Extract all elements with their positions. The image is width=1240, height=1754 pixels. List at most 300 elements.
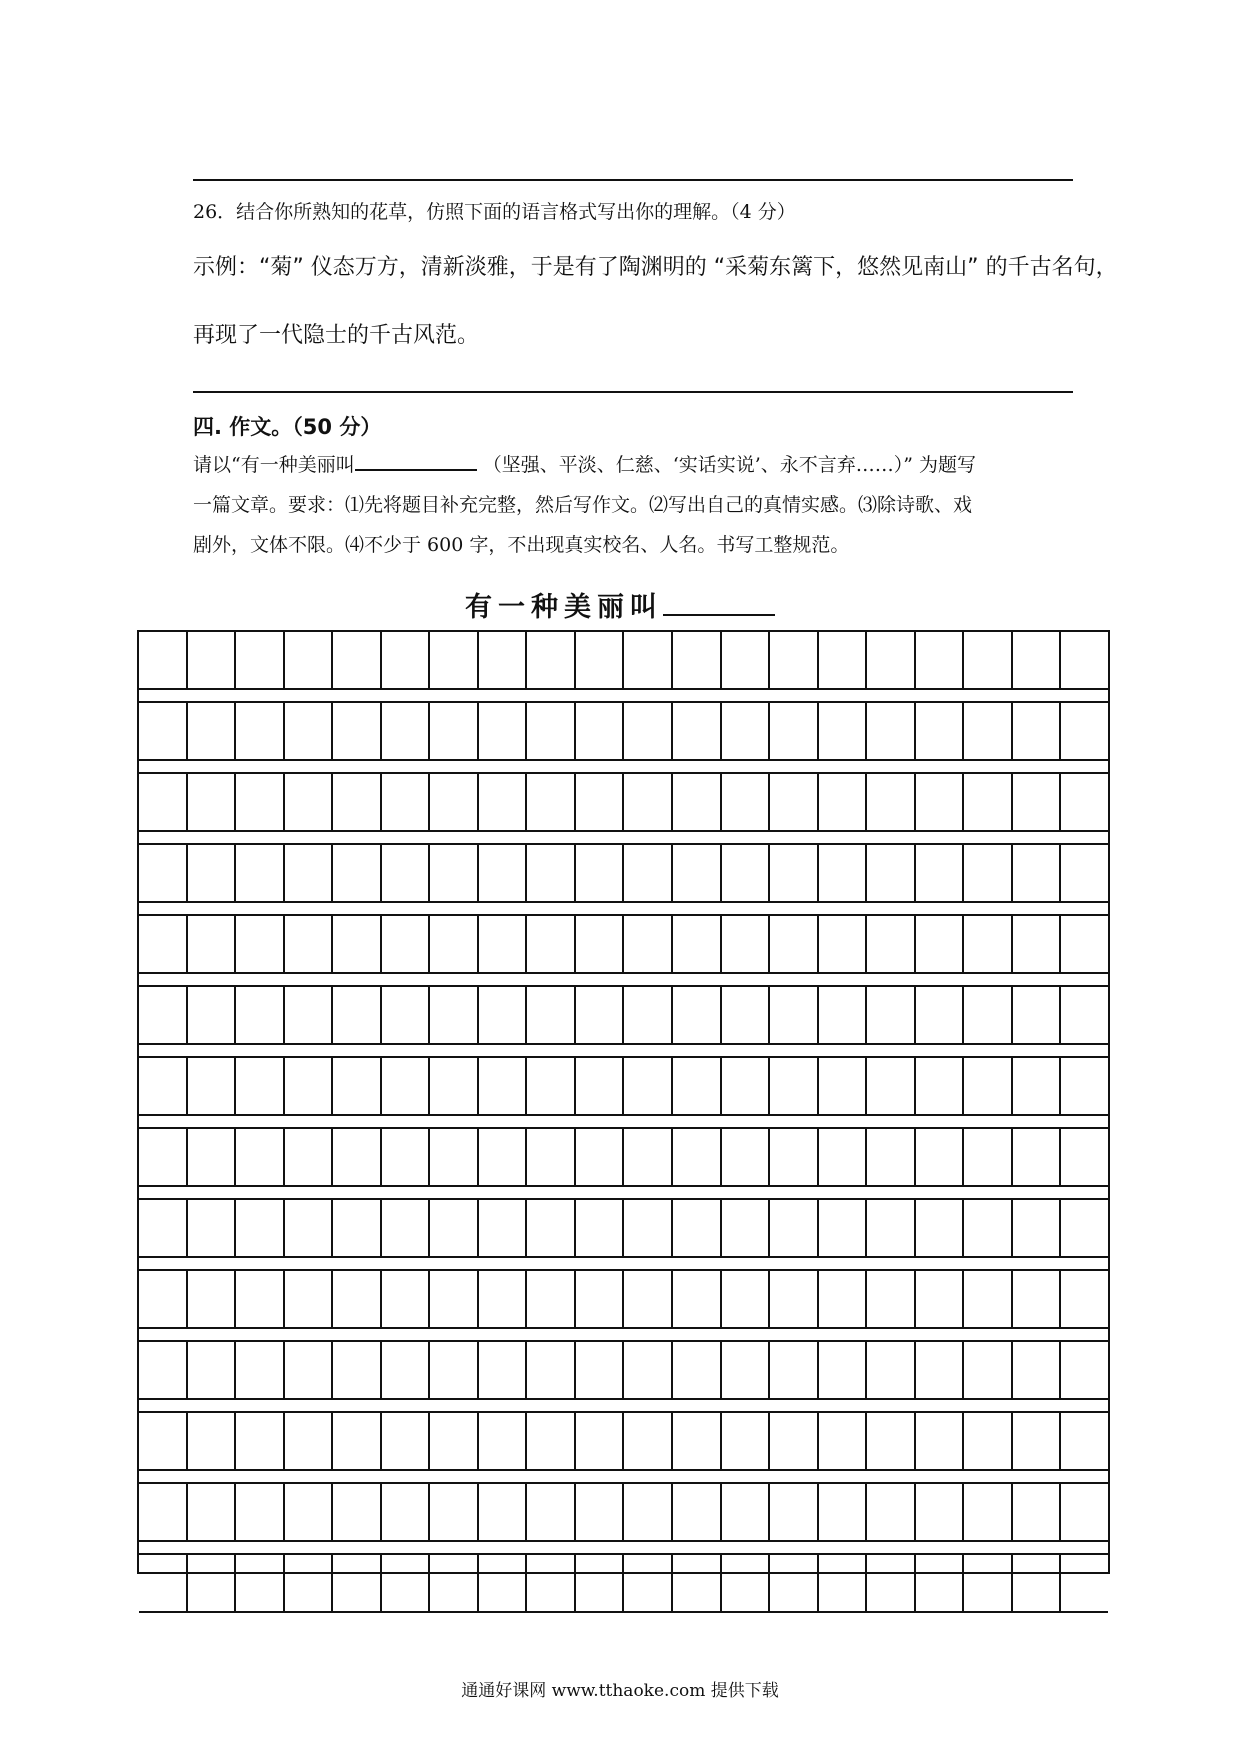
grid-cell[interactable] bbox=[333, 987, 382, 1043]
grid-cell[interactable] bbox=[1013, 1058, 1062, 1114]
grid-cell[interactable] bbox=[188, 1271, 237, 1327]
grid-cell[interactable] bbox=[236, 774, 285, 830]
grid-cell[interactable] bbox=[624, 987, 673, 1043]
grid-cell[interactable] bbox=[964, 1129, 1013, 1185]
grid-cell[interactable] bbox=[964, 1200, 1013, 1256]
grid-cell[interactable] bbox=[236, 703, 285, 759]
grid-cell[interactable] bbox=[188, 987, 237, 1043]
grid-cell[interactable] bbox=[819, 1200, 868, 1256]
grid-cell[interactable] bbox=[479, 987, 528, 1043]
grid-cell[interactable] bbox=[236, 1413, 285, 1469]
grid-cell[interactable] bbox=[673, 1129, 722, 1185]
grid-cell[interactable] bbox=[673, 1555, 722, 1611]
grid-cell[interactable] bbox=[819, 774, 868, 830]
grid-cell[interactable] bbox=[916, 1484, 965, 1540]
question-26-prompt: 26．结合你所熟知的花草，仿照下面的语言格式写出你的理解。（4 分） bbox=[193, 201, 796, 223]
grid-cell[interactable] bbox=[236, 1342, 285, 1398]
grid-cell[interactable] bbox=[964, 916, 1013, 972]
grid-cell[interactable] bbox=[964, 987, 1013, 1043]
grid-cell[interactable] bbox=[916, 1555, 965, 1611]
grid-cell[interactable] bbox=[333, 1413, 382, 1469]
grid-cell[interactable] bbox=[624, 1200, 673, 1256]
grid-cell[interactable] bbox=[1013, 1342, 1062, 1398]
grid-cell[interactable] bbox=[333, 1058, 382, 1114]
grid-cell[interactable] bbox=[1013, 1484, 1062, 1540]
grid-cell[interactable] bbox=[285, 916, 334, 972]
grid-cell[interactable] bbox=[1013, 774, 1062, 830]
grid-cell[interactable] bbox=[139, 1484, 188, 1540]
grid-cell[interactable] bbox=[382, 1271, 431, 1327]
grid-cell[interactable] bbox=[673, 1271, 722, 1327]
grid-cell[interactable] bbox=[916, 1342, 965, 1398]
grid-cell[interactable] bbox=[722, 1342, 771, 1398]
grid-cell[interactable] bbox=[527, 1271, 576, 1327]
grid-row bbox=[139, 772, 1108, 832]
grid-cell[interactable] bbox=[333, 1271, 382, 1327]
grid-cell[interactable] bbox=[188, 1413, 237, 1469]
grid-cell[interactable] bbox=[624, 916, 673, 972]
grid-cell[interactable] bbox=[430, 916, 479, 972]
grid-cell[interactable] bbox=[236, 916, 285, 972]
grid-cell[interactable] bbox=[382, 1413, 431, 1469]
grid-cell[interactable] bbox=[285, 1342, 334, 1398]
grid-cell[interactable] bbox=[285, 1200, 334, 1256]
grid-cell[interactable] bbox=[624, 1555, 673, 1611]
grid-cell[interactable] bbox=[139, 1413, 188, 1469]
grid-cell[interactable] bbox=[916, 987, 965, 1043]
grid-cell[interactable] bbox=[236, 1271, 285, 1327]
grid-cell[interactable] bbox=[576, 1342, 625, 1398]
grid-cell[interactable] bbox=[964, 1271, 1013, 1327]
grid-cell[interactable] bbox=[236, 1555, 285, 1611]
grid-cell[interactable] bbox=[236, 845, 285, 901]
grid-cell[interactable] bbox=[479, 845, 528, 901]
grid-cell[interactable] bbox=[1013, 1271, 1062, 1327]
grid-cell[interactable] bbox=[188, 1200, 237, 1256]
grid-cell[interactable] bbox=[333, 632, 382, 688]
grid-cell[interactable] bbox=[139, 1129, 188, 1185]
grid-row bbox=[139, 630, 1108, 690]
grid-cell[interactable] bbox=[1013, 703, 1062, 759]
grid-cell[interactable] bbox=[236, 1200, 285, 1256]
grid-cell[interactable] bbox=[964, 1058, 1013, 1114]
grid-cell[interactable] bbox=[333, 1555, 382, 1611]
grid-cell[interactable] bbox=[867, 845, 916, 901]
grid-cell[interactable] bbox=[722, 1413, 771, 1469]
grid-cell[interactable] bbox=[479, 1271, 528, 1327]
grid-cell[interactable] bbox=[382, 1058, 431, 1114]
grid-cell[interactable] bbox=[527, 1413, 576, 1469]
essay-requirement-suffix: （坚强、平淡、仁慈、‘实话实说’、永不言弃……）” 为题写 bbox=[482, 454, 977, 476]
grid-cell[interactable] bbox=[576, 774, 625, 830]
grid-cell[interactable] bbox=[527, 1200, 576, 1256]
grid-cell[interactable] bbox=[576, 632, 625, 688]
grid-cell[interactable] bbox=[916, 632, 965, 688]
grid-cell[interactable] bbox=[770, 774, 819, 830]
grid-cell[interactable] bbox=[867, 1484, 916, 1540]
grid-cell[interactable] bbox=[285, 774, 334, 830]
grid-cell[interactable] bbox=[964, 845, 1013, 901]
grid-cell[interactable] bbox=[722, 845, 771, 901]
grid-cell[interactable] bbox=[1061, 1200, 1108, 1256]
grid-cell[interactable] bbox=[188, 1484, 237, 1540]
grid-cell[interactable] bbox=[770, 1271, 819, 1327]
grid-cell[interactable] bbox=[624, 845, 673, 901]
grid-cell[interactable] bbox=[964, 1484, 1013, 1540]
grid-cell[interactable] bbox=[139, 987, 188, 1043]
grid-cell[interactable] bbox=[188, 845, 237, 901]
grid-cell[interactable] bbox=[1013, 916, 1062, 972]
grid-cell[interactable] bbox=[1061, 916, 1108, 972]
grid-cell[interactable] bbox=[430, 1555, 479, 1611]
grid-cell[interactable] bbox=[867, 703, 916, 759]
grid-cell[interactable] bbox=[624, 1058, 673, 1114]
grid-cell[interactable] bbox=[430, 632, 479, 688]
grid-cell[interactable] bbox=[527, 1058, 576, 1114]
grid-cell[interactable] bbox=[867, 632, 916, 688]
grid-cell[interactable] bbox=[673, 1342, 722, 1398]
grid-cell[interactable] bbox=[624, 632, 673, 688]
grid-cell[interactable] bbox=[624, 774, 673, 830]
grid-cell[interactable] bbox=[867, 1129, 916, 1185]
grid-cell[interactable] bbox=[479, 916, 528, 972]
grid-cell[interactable] bbox=[867, 1342, 916, 1398]
grid-cell[interactable] bbox=[333, 774, 382, 830]
grid-cell[interactable] bbox=[867, 1413, 916, 1469]
grid-cell[interactable] bbox=[382, 1555, 431, 1611]
grid-cell[interactable] bbox=[139, 845, 188, 901]
grid-cell[interactable] bbox=[139, 1058, 188, 1114]
grid-row bbox=[139, 843, 1108, 903]
grid-cell[interactable] bbox=[333, 1342, 382, 1398]
grid-cell[interactable] bbox=[964, 1342, 1013, 1398]
grid-cell[interactable] bbox=[1061, 1413, 1108, 1469]
grid-cell[interactable] bbox=[382, 1484, 431, 1540]
grid-cell[interactable] bbox=[479, 1058, 528, 1114]
grid-cell[interactable] bbox=[430, 1484, 479, 1540]
grid-cell[interactable] bbox=[333, 916, 382, 972]
grid-cell[interactable] bbox=[819, 1058, 868, 1114]
grid-cell[interactable] bbox=[576, 1413, 625, 1469]
grid-cell[interactable] bbox=[1013, 1200, 1062, 1256]
grid-cell[interactable] bbox=[722, 987, 771, 1043]
grid-cell[interactable] bbox=[624, 1484, 673, 1540]
grid-cell[interactable] bbox=[430, 1129, 479, 1185]
grid-cell[interactable] bbox=[479, 1342, 528, 1398]
grid-cell[interactable] bbox=[722, 1200, 771, 1256]
grid-cell[interactable] bbox=[188, 1342, 237, 1398]
grid-cell[interactable] bbox=[527, 703, 576, 759]
grid-cell[interactable] bbox=[576, 845, 625, 901]
grid-cell[interactable] bbox=[673, 632, 722, 688]
grid-row-cells bbox=[139, 914, 1108, 974]
grid-cell[interactable] bbox=[576, 1271, 625, 1327]
grid-cell[interactable] bbox=[1061, 1555, 1108, 1611]
grid-cell[interactable] bbox=[819, 845, 868, 901]
essay-requirement-line-2: 一篇文章。要求：⑴先将题目补充完整，然后写作文。⑵写出自己的真情实感。⑶除诗歌、戏 bbox=[193, 494, 973, 516]
grid-cell[interactable] bbox=[382, 845, 431, 901]
grid-cell[interactable] bbox=[867, 916, 916, 972]
grid-cell[interactable] bbox=[285, 1413, 334, 1469]
grid-cell[interactable] bbox=[333, 845, 382, 901]
grid-cell[interactable] bbox=[819, 987, 868, 1043]
grid-cell[interactable] bbox=[139, 1200, 188, 1256]
grid-cell[interactable] bbox=[770, 916, 819, 972]
grid-cell[interactable] bbox=[236, 987, 285, 1043]
grid-cell[interactable] bbox=[624, 703, 673, 759]
grid-cell[interactable] bbox=[916, 774, 965, 830]
grid-cell[interactable] bbox=[916, 1129, 965, 1185]
grid-cell[interactable] bbox=[1013, 632, 1062, 688]
grid-cell[interactable] bbox=[673, 845, 722, 901]
grid-cell[interactable] bbox=[867, 1058, 916, 1114]
grid-cell[interactable] bbox=[916, 1200, 965, 1256]
grid-cell[interactable] bbox=[285, 1058, 334, 1114]
grid-cell[interactable] bbox=[722, 1555, 771, 1611]
grid-cell[interactable] bbox=[139, 774, 188, 830]
footer-source: 通通好课网 www.tthaoke.com 提供下载 bbox=[461, 1681, 779, 1701]
grid-cell[interactable] bbox=[673, 1413, 722, 1469]
grid-cell[interactable] bbox=[382, 1200, 431, 1256]
essay-title-blank[interactable] bbox=[663, 590, 775, 616]
grid-cell[interactable] bbox=[916, 1058, 965, 1114]
answer-line-26[interactable] bbox=[193, 391, 1073, 393]
grid-cell[interactable] bbox=[673, 1200, 722, 1256]
grid-cell[interactable] bbox=[527, 1129, 576, 1185]
grid-cell[interactable] bbox=[382, 916, 431, 972]
grid-cell[interactable] bbox=[1061, 703, 1108, 759]
composition-grid[interactable] bbox=[137, 630, 1110, 1574]
grid-cell[interactable] bbox=[430, 1200, 479, 1256]
grid-cell[interactable] bbox=[673, 774, 722, 830]
grid-cell[interactable] bbox=[188, 1058, 237, 1114]
grid-cell[interactable] bbox=[916, 916, 965, 972]
grid-cell[interactable] bbox=[964, 774, 1013, 830]
grid-cell[interactable] bbox=[139, 703, 188, 759]
title-fill-blank[interactable] bbox=[355, 451, 477, 471]
grid-cell[interactable] bbox=[188, 1129, 237, 1185]
grid-cell[interactable] bbox=[333, 1200, 382, 1256]
grid-cell[interactable] bbox=[1013, 1413, 1062, 1469]
grid-cell[interactable] bbox=[576, 1129, 625, 1185]
grid-cell[interactable] bbox=[819, 1484, 868, 1540]
grid-row-cells bbox=[139, 630, 1108, 690]
grid-row-cells bbox=[139, 1553, 1108, 1613]
grid-cell[interactable] bbox=[1061, 1271, 1108, 1327]
grid-cell[interactable] bbox=[333, 1129, 382, 1185]
grid-cell[interactable] bbox=[916, 845, 965, 901]
grid-cell[interactable] bbox=[770, 1058, 819, 1114]
grid-cell[interactable] bbox=[1061, 1484, 1108, 1540]
grid-cell[interactable] bbox=[1061, 1129, 1108, 1185]
grid-cell[interactable] bbox=[430, 703, 479, 759]
grid-cell[interactable] bbox=[285, 1129, 334, 1185]
grid-cell[interactable] bbox=[382, 987, 431, 1043]
grid-cell[interactable] bbox=[770, 1484, 819, 1540]
grid-cell[interactable] bbox=[867, 1200, 916, 1256]
grid-cell[interactable] bbox=[382, 774, 431, 830]
grid-cell[interactable] bbox=[1061, 632, 1108, 688]
grid-cell[interactable] bbox=[916, 703, 965, 759]
grid-cell[interactable] bbox=[236, 632, 285, 688]
grid-cell[interactable] bbox=[673, 1058, 722, 1114]
grid-cell[interactable] bbox=[430, 1271, 479, 1327]
grid-cell[interactable] bbox=[382, 632, 431, 688]
grid-cell[interactable] bbox=[430, 774, 479, 830]
grid-cell[interactable] bbox=[479, 1484, 528, 1540]
grid-cell[interactable] bbox=[527, 1342, 576, 1398]
grid-cell[interactable] bbox=[139, 916, 188, 972]
grid-cell[interactable] bbox=[527, 845, 576, 901]
grid-cell[interactable] bbox=[333, 703, 382, 759]
grid-cell[interactable] bbox=[964, 703, 1013, 759]
grid-cell[interactable] bbox=[139, 1271, 188, 1327]
grid-row-cells bbox=[139, 1411, 1108, 1471]
grid-cell[interactable] bbox=[527, 1555, 576, 1611]
grid-cell[interactable] bbox=[770, 1200, 819, 1256]
grid-cell[interactable] bbox=[722, 632, 771, 688]
grid-cell[interactable] bbox=[188, 632, 237, 688]
grid-cell[interactable] bbox=[576, 987, 625, 1043]
grid-cell[interactable] bbox=[722, 1484, 771, 1540]
grid-cell[interactable] bbox=[285, 1555, 334, 1611]
grid-cell[interactable] bbox=[1013, 845, 1062, 901]
grid-cell[interactable] bbox=[770, 632, 819, 688]
grid-cell[interactable] bbox=[867, 1271, 916, 1327]
grid-cell[interactable] bbox=[819, 1271, 868, 1327]
grid-cell[interactable] bbox=[819, 1555, 868, 1611]
grid-cell[interactable] bbox=[479, 703, 528, 759]
grid-cell[interactable] bbox=[285, 632, 334, 688]
grid-cell[interactable] bbox=[1061, 1058, 1108, 1114]
grid-cell[interactable] bbox=[673, 1484, 722, 1540]
grid-cell[interactable] bbox=[1061, 987, 1108, 1043]
grid-cell[interactable] bbox=[673, 916, 722, 972]
grid-cell[interactable] bbox=[819, 632, 868, 688]
grid-cell[interactable] bbox=[527, 632, 576, 688]
section-4-heading: 四. 作文。（50 分） bbox=[193, 415, 382, 439]
grid-cell[interactable] bbox=[430, 1413, 479, 1469]
grid-cell[interactable] bbox=[819, 703, 868, 759]
grid-cell[interactable] bbox=[964, 1413, 1013, 1469]
grid-cell[interactable] bbox=[819, 916, 868, 972]
grid-cell[interactable] bbox=[430, 987, 479, 1043]
grid-cell[interactable] bbox=[867, 987, 916, 1043]
grid-cell[interactable] bbox=[576, 1555, 625, 1611]
grid-cell[interactable] bbox=[285, 1484, 334, 1540]
grid-cell[interactable] bbox=[624, 1342, 673, 1398]
grid-cell[interactable] bbox=[430, 845, 479, 901]
grid-cell[interactable] bbox=[479, 1129, 528, 1185]
grid-cell[interactable] bbox=[916, 1271, 965, 1327]
grid-cell[interactable] bbox=[624, 1271, 673, 1327]
grid-cell[interactable] bbox=[139, 1342, 188, 1398]
grid-cell[interactable] bbox=[624, 1413, 673, 1469]
grid-cell[interactable] bbox=[722, 774, 771, 830]
grid-cell[interactable] bbox=[770, 845, 819, 901]
grid-cell[interactable] bbox=[527, 916, 576, 972]
grid-cell[interactable] bbox=[1013, 1129, 1062, 1185]
grid-cell[interactable] bbox=[188, 774, 237, 830]
grid-cell[interactable] bbox=[722, 916, 771, 972]
grid-cell[interactable] bbox=[770, 703, 819, 759]
grid-cell[interactable] bbox=[770, 987, 819, 1043]
grid-cell[interactable] bbox=[236, 1484, 285, 1540]
grid-row bbox=[139, 1198, 1108, 1258]
grid-cell[interactable] bbox=[964, 1555, 1013, 1611]
grid-cell[interactable] bbox=[285, 845, 334, 901]
grid-cell[interactable] bbox=[576, 703, 625, 759]
grid-cell[interactable] bbox=[1061, 1342, 1108, 1398]
grid-cell[interactable] bbox=[139, 632, 188, 688]
grid-cell[interactable] bbox=[722, 1129, 771, 1185]
grid-cell[interactable] bbox=[479, 632, 528, 688]
grid-cell[interactable] bbox=[382, 1129, 431, 1185]
grid-cell[interactable] bbox=[1061, 774, 1108, 830]
grid-cell[interactable] bbox=[430, 1058, 479, 1114]
grid-cell[interactable] bbox=[285, 987, 334, 1043]
grid-cell[interactable] bbox=[722, 1058, 771, 1114]
grid-cell[interactable] bbox=[527, 774, 576, 830]
grid-cell[interactable] bbox=[819, 1413, 868, 1469]
grid-cell[interactable] bbox=[1013, 1555, 1062, 1611]
grid-cell[interactable] bbox=[382, 703, 431, 759]
grid-cell[interactable] bbox=[770, 1129, 819, 1185]
grid-cell[interactable] bbox=[576, 1058, 625, 1114]
grid-cell[interactable] bbox=[333, 1484, 382, 1540]
grid-cell[interactable] bbox=[479, 1413, 528, 1469]
grid-cell[interactable] bbox=[1061, 845, 1108, 901]
grid-cell[interactable] bbox=[285, 1271, 334, 1327]
answer-line-25 bbox=[193, 179, 1073, 181]
grid-cell[interactable] bbox=[285, 703, 334, 759]
grid-cell[interactable] bbox=[819, 1342, 868, 1398]
grid-cell[interactable] bbox=[188, 916, 237, 972]
grid-cell[interactable] bbox=[916, 1413, 965, 1469]
grid-cell[interactable] bbox=[770, 1413, 819, 1469]
grid-cell[interactable] bbox=[527, 987, 576, 1043]
grid-cell[interactable] bbox=[770, 1342, 819, 1398]
grid-cell[interactable] bbox=[722, 1271, 771, 1327]
grid-cell[interactable] bbox=[770, 1555, 819, 1611]
grid-cell[interactable] bbox=[1013, 987, 1062, 1043]
grid-cell[interactable] bbox=[479, 1555, 528, 1611]
grid-cell[interactable] bbox=[867, 1555, 916, 1611]
grid-cell[interactable] bbox=[527, 1484, 576, 1540]
grid-cell[interactable] bbox=[479, 1200, 528, 1256]
grid-cell[interactable] bbox=[673, 703, 722, 759]
grid-cell[interactable] bbox=[964, 632, 1013, 688]
grid-row-cells bbox=[139, 1056, 1108, 1116]
grid-cell[interactable] bbox=[624, 1129, 673, 1185]
grid-cell[interactable] bbox=[576, 1200, 625, 1256]
grid-cell[interactable] bbox=[430, 1342, 479, 1398]
grid-cell[interactable] bbox=[819, 1129, 868, 1185]
grid-cell[interactable] bbox=[479, 774, 528, 830]
grid-cell[interactable] bbox=[722, 703, 771, 759]
grid-cell[interactable] bbox=[576, 916, 625, 972]
grid-cell[interactable] bbox=[673, 987, 722, 1043]
grid-cell[interactable] bbox=[188, 1555, 237, 1611]
grid-cell[interactable] bbox=[188, 703, 237, 759]
grid-cell[interactable] bbox=[576, 1484, 625, 1540]
grid-cell[interactable] bbox=[867, 774, 916, 830]
grid-cell[interactable] bbox=[382, 1342, 431, 1398]
grid-cell[interactable] bbox=[236, 1129, 285, 1185]
grid-cell[interactable] bbox=[236, 1058, 285, 1114]
grid-row-cells bbox=[139, 1482, 1108, 1542]
grid-cell[interactable] bbox=[139, 1555, 188, 1611]
